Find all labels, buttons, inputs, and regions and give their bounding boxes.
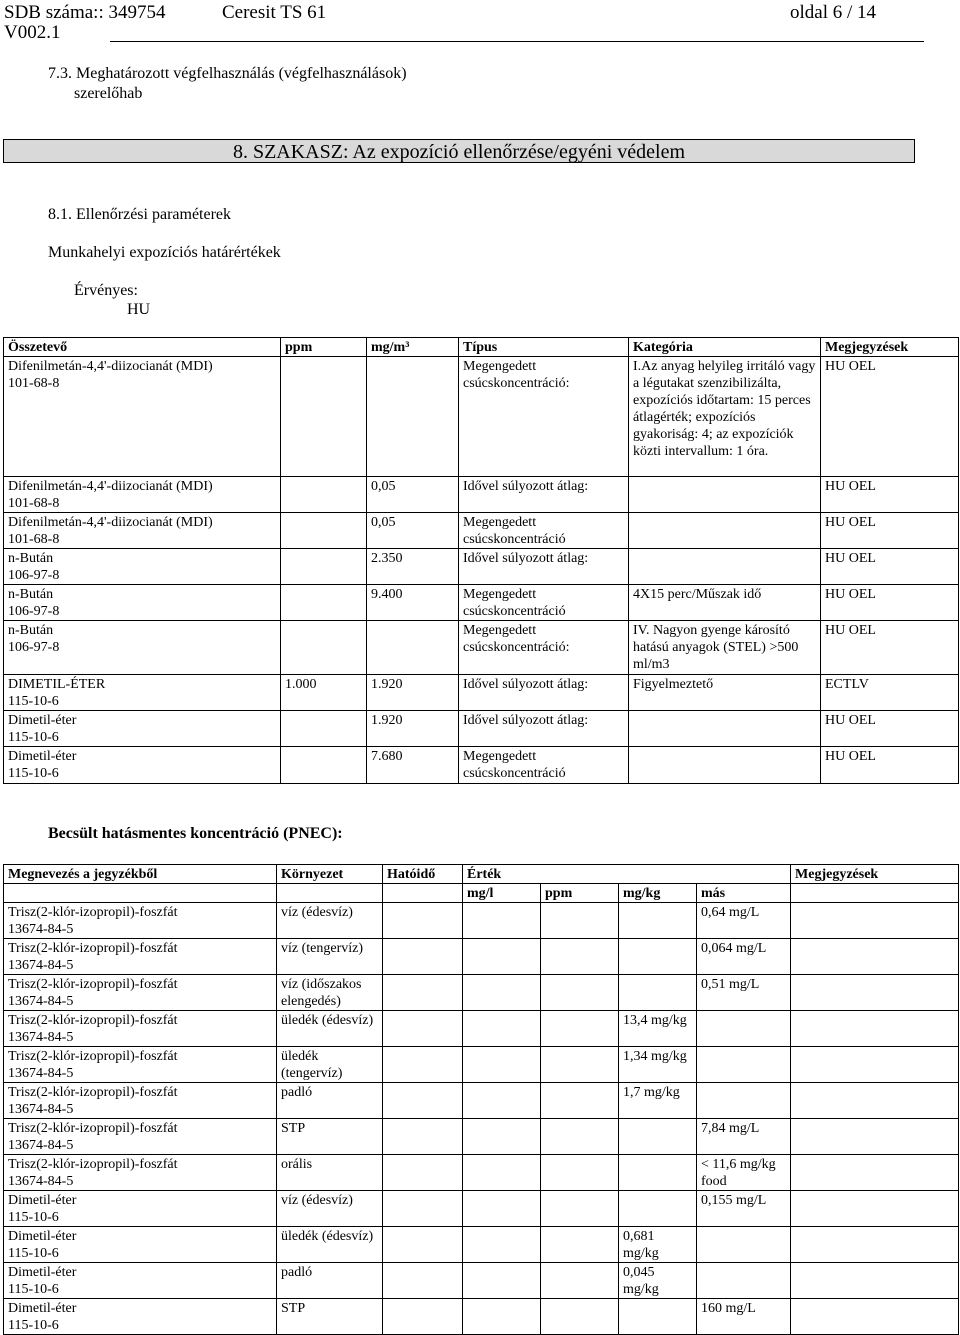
header-rule	[110, 41, 924, 42]
other-cell: 0,155 mg/L	[697, 1191, 791, 1227]
cas-number: 101-68-8	[8, 496, 60, 511]
name-cell	[4, 1119, 277, 1155]
table-row	[4, 1299, 959, 1335]
exposure-time-cell	[383, 1047, 463, 1083]
ppm-cell	[281, 357, 367, 477]
remarks-cell	[791, 1083, 959, 1119]
table-row	[4, 1083, 959, 1119]
col-header-mgl: mg/l	[463, 884, 541, 903]
name-cell	[4, 1299, 277, 1335]
category-cell	[629, 711, 821, 747]
remarks-cell	[791, 1299, 959, 1335]
component-cell	[4, 675, 281, 711]
mgm3-cell: 9.400	[367, 585, 459, 621]
remarks-cell: HU OEL	[821, 621, 959, 675]
cas-number: 13674-84-5	[8, 1174, 74, 1189]
mgkg-cell	[619, 1299, 697, 1335]
ppm-cell	[541, 1155, 619, 1191]
col-header-other: más	[697, 884, 791, 903]
table-row	[4, 747, 959, 784]
mgl-cell	[463, 1155, 541, 1191]
component-cell	[4, 513, 281, 549]
empty-cell	[791, 884, 959, 903]
remarks-cell	[791, 1047, 959, 1083]
type-cell: Megengedett csúcskoncentráció	[459, 513, 629, 549]
cas-number: 115-10-6	[8, 730, 59, 745]
cas-number: 13674-84-5	[8, 1102, 74, 1117]
mgkg-cell	[619, 975, 697, 1011]
remarks-cell: HU OEL	[821, 711, 959, 747]
valid-value: HU	[127, 301, 151, 318]
ppm-cell	[281, 513, 367, 549]
substance-name: Dimetil-éter	[8, 1301, 77, 1316]
cas-number: 13674-84-5	[8, 958, 74, 973]
remarks-cell: HU OEL	[821, 585, 959, 621]
type-cell: Idővel súlyozott átlag:	[459, 711, 629, 747]
mgm3-cell: 1.920	[367, 675, 459, 711]
category-cell: IV. Nagyon gyenge károsító hatású anyagok (STEL) >500 ml/m3	[629, 621, 821, 675]
mgkg-cell: 13,4 mg/kg	[619, 1011, 697, 1047]
mgl-cell	[463, 1047, 541, 1083]
environment-cell: víz (tengervíz)	[277, 939, 383, 975]
mgl-cell	[463, 1191, 541, 1227]
mgkg-cell	[619, 1191, 697, 1227]
ppm-cell	[281, 711, 367, 747]
remarks-cell	[791, 939, 959, 975]
mgl-cell	[463, 1083, 541, 1119]
mgm3-cell	[367, 621, 459, 675]
table-row	[4, 1263, 959, 1299]
type-cell: Megengedett csúcskoncentráció	[459, 585, 629, 621]
cas-number: 13674-84-5	[8, 1138, 74, 1153]
environment-cell: üledék (tengervíz)	[277, 1047, 383, 1083]
section-7-3-value: szerelőhab	[74, 85, 143, 102]
cas-number: 106-97-8	[8, 640, 60, 655]
table-row	[4, 549, 959, 585]
exposure-time-cell	[383, 1083, 463, 1119]
name-cell	[4, 939, 277, 975]
table-row	[4, 675, 959, 711]
ppm-cell	[541, 903, 619, 939]
table-row	[4, 1119, 959, 1155]
mgkg-cell: 1,34 mg/kg	[619, 1047, 697, 1083]
type-cell: Megengedett csúcskoncentráció:	[459, 621, 629, 675]
mgl-cell	[463, 1263, 541, 1299]
remarks-cell	[791, 1011, 959, 1047]
name-cell	[4, 1263, 277, 1299]
remarks-cell: HU OEL	[821, 513, 959, 549]
substance-name: Dimetil-éter	[8, 1193, 77, 1208]
cas-number: 13674-84-5	[8, 1030, 74, 1045]
component-name: Difenilmetán-4,4'-diizocianát (MDI)	[8, 359, 213, 374]
environment-cell: STP	[277, 1119, 383, 1155]
name-cell	[4, 1227, 277, 1263]
mgm3-cell: 0,05	[367, 513, 459, 549]
mgl-cell	[463, 1227, 541, 1263]
version: V002.1	[4, 22, 61, 43]
remarks-cell	[791, 1263, 959, 1299]
cas-number: 115-10-6	[8, 1210, 59, 1225]
col-header-remarks: Megjegyzések	[791, 865, 959, 884]
col-header-name: Megnevezés a jegyzékből	[4, 865, 277, 884]
col-header-remarks: Megjegyzések	[821, 338, 959, 357]
col-header-mgm3: mg/m³	[367, 338, 459, 357]
exposure-time-cell	[383, 939, 463, 975]
category-cell	[629, 747, 821, 784]
substance-name: Trisz(2-klór-izopropil)-foszfát	[8, 1013, 178, 1028]
category-cell	[629, 549, 821, 585]
ppm-cell	[281, 549, 367, 585]
table-row	[4, 585, 959, 621]
cas-number: 115-10-6	[8, 1246, 59, 1261]
mgm3-cell	[367, 357, 459, 477]
other-cell: 0,51 mg/L	[697, 975, 791, 1011]
cas-number: 115-10-6	[8, 766, 59, 781]
ppm-cell	[541, 1263, 619, 1299]
col-header-category: Kategória	[629, 338, 821, 357]
type-cell: Idővel súlyozott átlag:	[459, 549, 629, 585]
exposure-time-cell	[383, 1263, 463, 1299]
substance-name: Trisz(2-klór-izopropil)-foszfát	[8, 1157, 178, 1172]
ppm-cell: 1.000	[281, 675, 367, 711]
environment-cell: STP	[277, 1299, 383, 1335]
table-row	[4, 939, 959, 975]
component-name: Dimetil-éter	[8, 713, 77, 728]
cas-number: 106-97-8	[8, 604, 60, 619]
mgkg-cell: 1,7 mg/kg	[619, 1083, 697, 1119]
component-cell	[4, 747, 281, 784]
exposure-time-cell	[383, 903, 463, 939]
mgkg-cell: 0,681 mg/kg	[619, 1227, 697, 1263]
ppm-cell	[281, 621, 367, 675]
exposure-time-cell	[383, 1011, 463, 1047]
component-cell	[4, 585, 281, 621]
ppm-cell	[281, 585, 367, 621]
exposure-time-cell	[383, 1191, 463, 1227]
component-name: n-Bután	[8, 587, 54, 602]
ppm-cell	[541, 939, 619, 975]
component-name: n-Bután	[8, 623, 54, 638]
environment-cell: üledék (édesvíz)	[277, 1011, 383, 1047]
ppm-cell	[541, 1119, 619, 1155]
remarks-cell	[791, 1191, 959, 1227]
other-cell	[697, 1227, 791, 1263]
type-cell: Megengedett csúcskoncentráció:	[459, 357, 629, 477]
environment-cell: üledék (édesvíz)	[277, 1227, 383, 1263]
substance-name: Trisz(2-klór-izopropil)-foszfát	[8, 977, 178, 992]
component-name: DIMETIL-ÉTER	[8, 677, 106, 692]
section-7-3-title: 7.3. Meghatározott végfelhasználás (végfelhasználások)	[48, 65, 407, 82]
remarks-cell: ECTLV	[821, 675, 959, 711]
name-cell	[4, 1191, 277, 1227]
exposure-time-cell	[383, 975, 463, 1011]
other-cell	[697, 1083, 791, 1119]
type-cell: Idővel súlyozott átlag:	[459, 675, 629, 711]
substance-name: Trisz(2-klór-izopropil)-foszfát	[8, 1049, 178, 1064]
ppm-cell	[541, 1083, 619, 1119]
col-header-component: Összetevő	[4, 338, 281, 357]
exposure-time-cell	[383, 1227, 463, 1263]
valid-label: Érvényes:	[74, 282, 138, 299]
exposure-time-cell	[383, 1299, 463, 1335]
cas-number: 106-97-8	[8, 568, 60, 583]
component-name: Difenilmetán-4,4'-diizocianát (MDI)	[8, 515, 213, 530]
exposure-time-cell	[383, 1155, 463, 1191]
cas-number: 13674-84-5	[8, 994, 74, 1009]
remarks-cell	[791, 1155, 959, 1191]
component-cell	[4, 711, 281, 747]
mgkg-cell: 0,045 mg/kg	[619, 1263, 697, 1299]
component-name: Difenilmetán-4,4'-diizocianát (MDI)	[8, 479, 213, 494]
col-header-type: Típus	[459, 338, 629, 357]
table-row	[4, 975, 959, 1011]
component-cell	[4, 621, 281, 675]
other-cell	[697, 1047, 791, 1083]
col-header-mgkg: mg/kg	[619, 884, 697, 903]
ppm-cell	[541, 1227, 619, 1263]
mgl-cell	[463, 975, 541, 1011]
mgl-cell	[463, 1119, 541, 1155]
name-cell	[4, 1083, 277, 1119]
environment-cell: víz (édesvíz)	[277, 903, 383, 939]
table-row	[4, 1191, 959, 1227]
empty-cell	[4, 884, 277, 903]
ppm-cell	[541, 1191, 619, 1227]
section-8-heading: 8. SZAKASZ: Az expozíció ellenőrzése/egyéni védelem	[3, 139, 915, 163]
other-cell	[697, 1011, 791, 1047]
pnec-title: Becsült hatásmentes koncentráció (PNEC):	[48, 825, 343, 842]
ppm-cell	[541, 1299, 619, 1335]
table-row	[4, 621, 959, 675]
environment-cell: víz (időszakos elengedés)	[277, 975, 383, 1011]
category-cell	[629, 513, 821, 549]
other-cell: 0,64 mg/L	[697, 903, 791, 939]
component-cell	[4, 357, 281, 477]
oel-table	[3, 337, 959, 784]
type-cell: Idővel súlyozott átlag:	[459, 477, 629, 513]
substance-name: Trisz(2-klór-izopropil)-foszfát	[8, 905, 178, 920]
mgkg-cell	[619, 1119, 697, 1155]
mgl-cell	[463, 1011, 541, 1047]
remarks-cell: HU OEL	[821, 549, 959, 585]
table-row	[4, 1011, 959, 1047]
page-number: oldal 6 / 14	[790, 2, 877, 23]
empty-cell	[277, 884, 383, 903]
ppm-cell	[281, 747, 367, 784]
substance-name: Trisz(2-klór-izopropil)-foszfát	[8, 1121, 178, 1136]
environment-cell: víz (édesvíz)	[277, 1191, 383, 1227]
other-cell	[697, 1263, 791, 1299]
mgkg-cell	[619, 939, 697, 975]
cas-number: 13674-84-5	[8, 1066, 74, 1081]
mgkg-cell	[619, 1155, 697, 1191]
component-cell	[4, 549, 281, 585]
table-row	[4, 513, 959, 549]
ppm-cell	[541, 1011, 619, 1047]
ppm-cell	[541, 975, 619, 1011]
pnec-subheader-row	[4, 884, 959, 903]
category-cell	[629, 477, 821, 513]
pnec-header-row	[4, 865, 959, 884]
mgm3-cell: 2.350	[367, 549, 459, 585]
mgm3-cell: 7.680	[367, 747, 459, 784]
environment-cell: padló	[277, 1083, 383, 1119]
remarks-cell	[791, 903, 959, 939]
col-header-value: Érték	[463, 865, 791, 884]
component-name: n-Bután	[8, 551, 54, 566]
component-cell	[4, 477, 281, 513]
oel-header-row	[4, 338, 959, 357]
table-row	[4, 1155, 959, 1191]
name-cell	[4, 1011, 277, 1047]
cas-number: 115-10-6	[8, 694, 59, 709]
mgl-cell	[463, 939, 541, 975]
substance-name: Dimetil-éter	[8, 1229, 77, 1244]
other-cell: < 11,6 mg/kg food	[697, 1155, 791, 1191]
table-row	[4, 477, 959, 513]
cas-number: 101-68-8	[8, 532, 60, 547]
table-row	[4, 1227, 959, 1263]
ppm-cell	[281, 477, 367, 513]
component-name: Dimetil-éter	[8, 749, 77, 764]
cas-number: 115-10-6	[8, 1282, 59, 1297]
substance-name: Dimetil-éter	[8, 1265, 77, 1280]
sdb-number: SDB száma:: 349754	[4, 2, 166, 23]
cas-number: 115-10-6	[8, 1318, 59, 1333]
col-header-exposure-time: Hatóidő	[383, 865, 463, 884]
table-row	[4, 357, 959, 477]
other-cell: 0,064 mg/L	[697, 939, 791, 975]
ppm-cell	[541, 1047, 619, 1083]
oel-subtitle: Munkahelyi expozíciós határértékek	[48, 244, 281, 261]
substance-name: Trisz(2-klór-izopropil)-foszfát	[8, 1085, 178, 1100]
mgkg-cell	[619, 903, 697, 939]
cas-number: 13674-84-5	[8, 922, 74, 937]
mgm3-cell: 0,05	[367, 477, 459, 513]
remarks-cell	[791, 975, 959, 1011]
remarks-cell: HU OEL	[821, 477, 959, 513]
col-header-ppm: ppm	[541, 884, 619, 903]
col-header-environment: Környezet	[277, 865, 383, 884]
product-name: Ceresit TS 61	[222, 2, 327, 23]
remarks-cell: HU OEL	[821, 357, 959, 477]
other-cell: 7,84 mg/L	[697, 1119, 791, 1155]
name-cell	[4, 1047, 277, 1083]
mgm3-cell: 1.920	[367, 711, 459, 747]
empty-cell	[383, 884, 463, 903]
cas-number: 101-68-8	[8, 376, 60, 391]
environment-cell: orális	[277, 1155, 383, 1191]
category-cell: I.Az anyag helyileg irritáló vagy a légutakat szenzibilizálta, expozíciós időtartam: 15 perces átlagérték; expozíciós gyakoriság: 4; az expozíciók közti intervallum: 1 óra.	[629, 357, 821, 477]
pnec-table	[3, 864, 959, 1335]
name-cell	[4, 975, 277, 1011]
substance-name: Trisz(2-klór-izopropil)-foszfát	[8, 941, 178, 956]
remarks-cell	[791, 1227, 959, 1263]
name-cell	[4, 1155, 277, 1191]
mgl-cell	[463, 1299, 541, 1335]
remarks-cell	[791, 1119, 959, 1155]
remarks-cell: HU OEL	[821, 747, 959, 784]
col-header-ppm: ppm	[281, 338, 367, 357]
other-cell: 160 mg/L	[697, 1299, 791, 1335]
category-cell: Figyelmeztető	[629, 675, 821, 711]
table-row	[4, 1047, 959, 1083]
type-cell: Megengedett csúcskoncentráció	[459, 747, 629, 784]
category-cell: 4X15 perc/Műszak idő	[629, 585, 821, 621]
exposure-time-cell	[383, 1119, 463, 1155]
section-8-1-title: 8.1. Ellenőrzési paraméterek	[48, 206, 232, 223]
table-row	[4, 903, 959, 939]
environment-cell: padló	[277, 1263, 383, 1299]
mgl-cell	[463, 903, 541, 939]
name-cell	[4, 903, 277, 939]
table-row	[4, 711, 959, 747]
